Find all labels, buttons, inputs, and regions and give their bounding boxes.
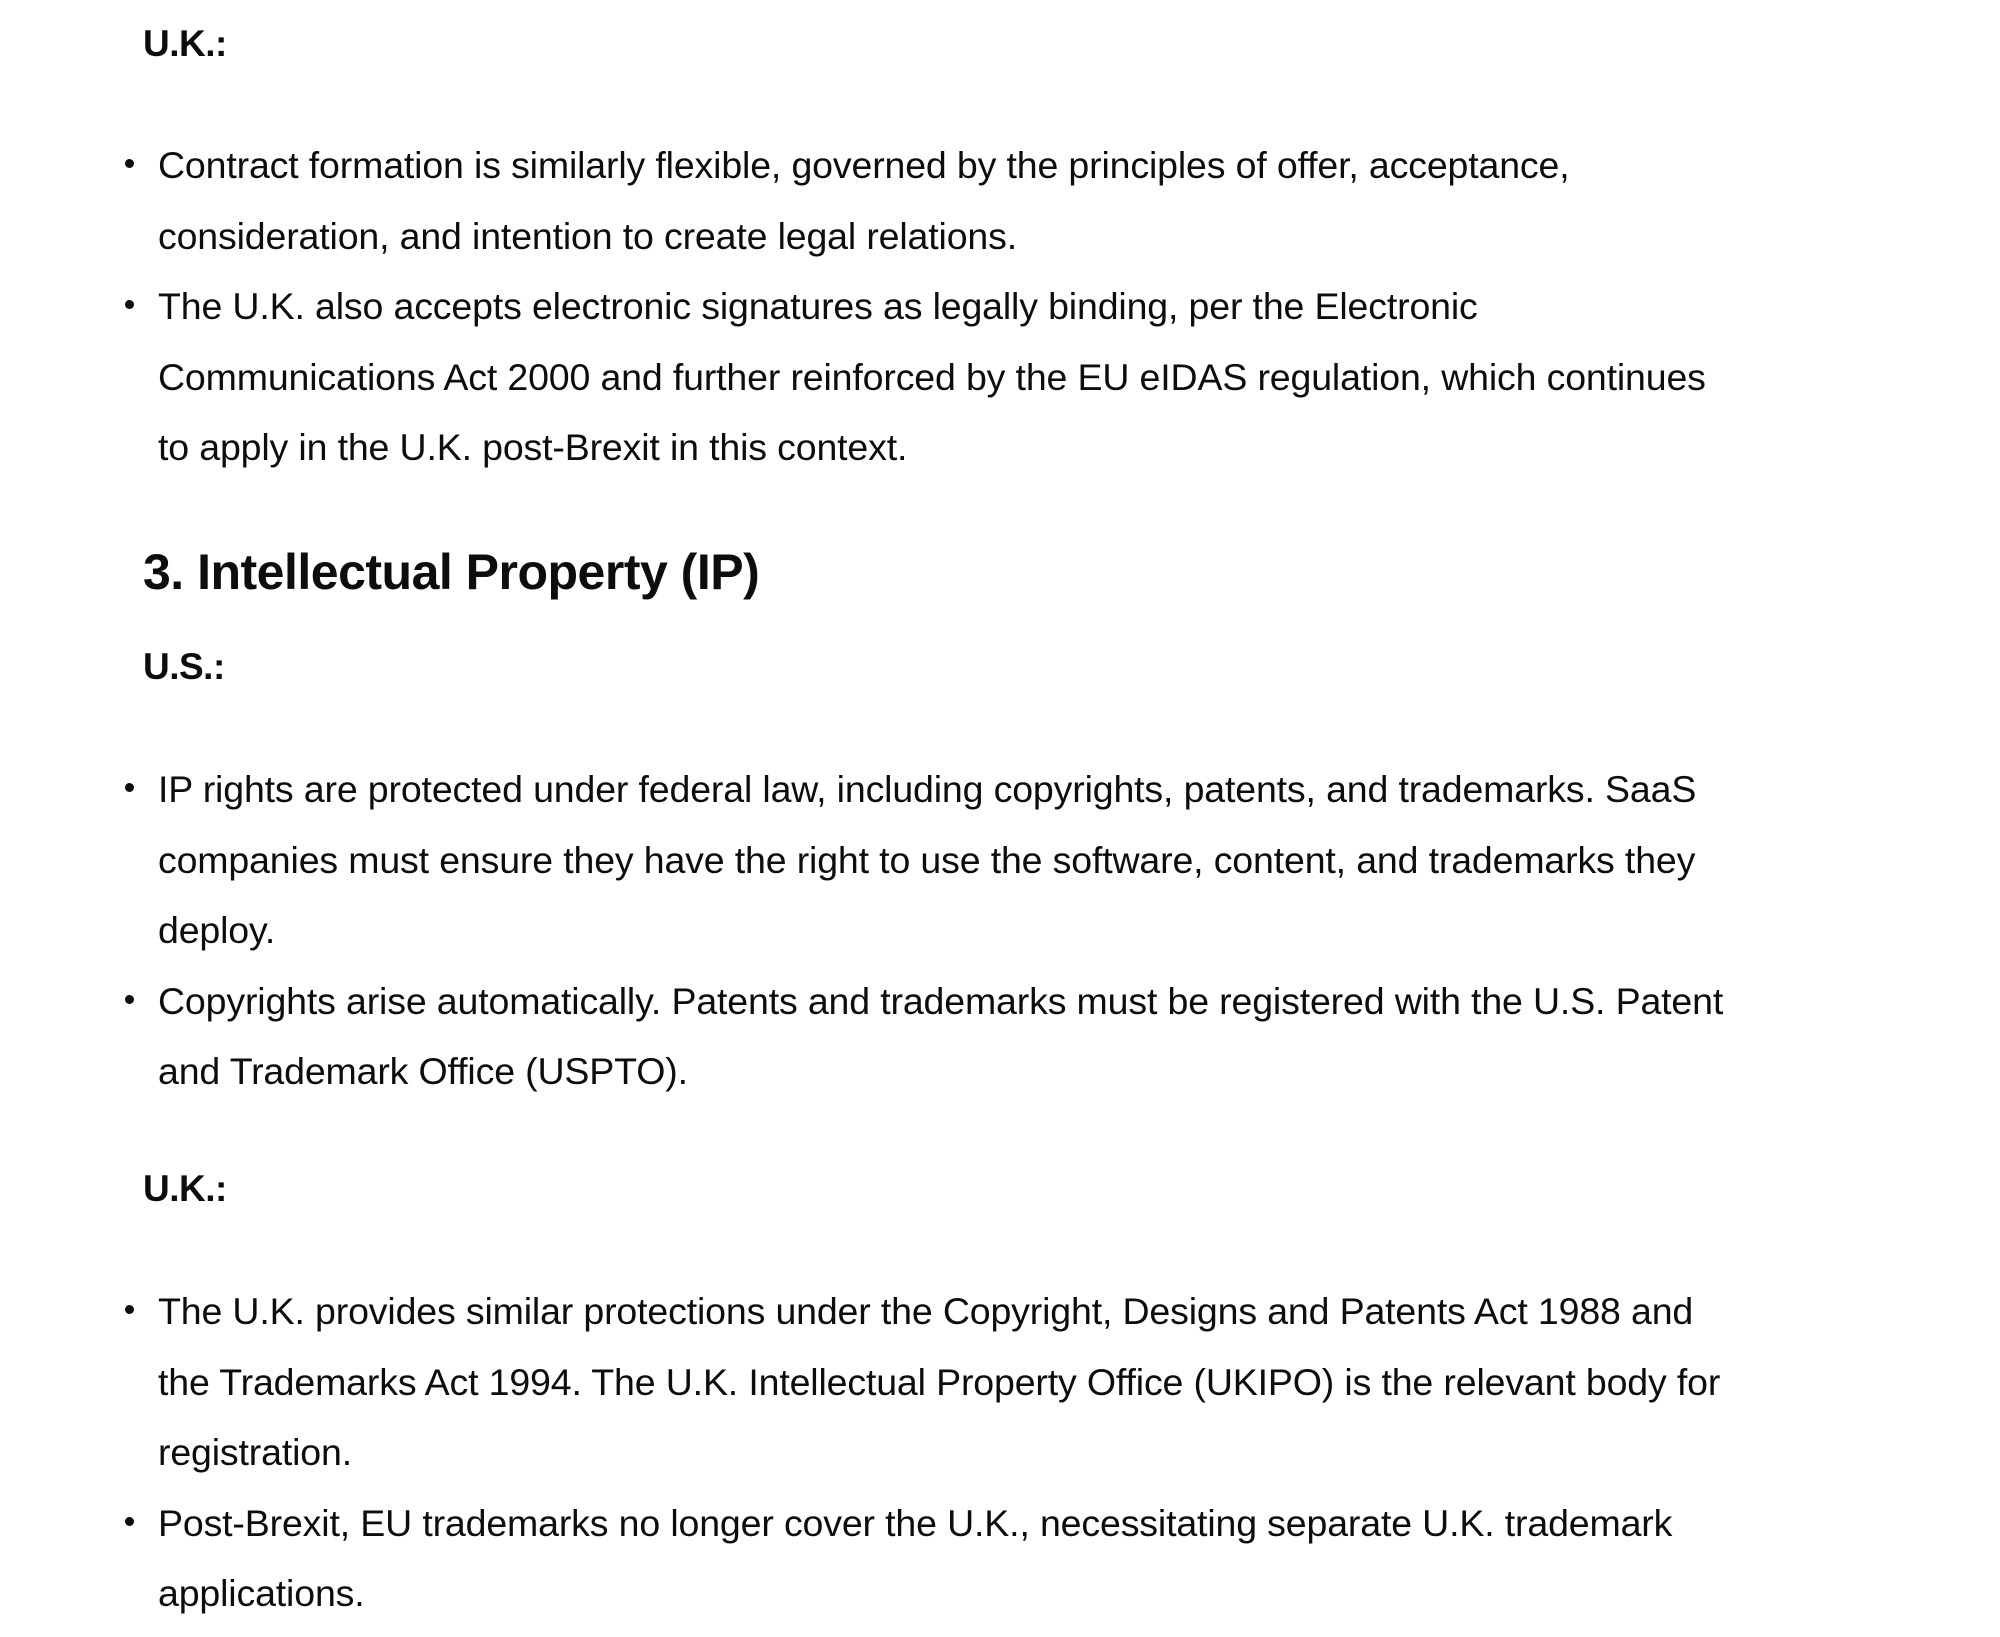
list-item-text: The U.K. also accepts electronic signatures as legally binding, per the Electronic Communications Act 2000 and further reinforced by the EU eIDAS regulation, which continues to apply in the U.K. post-Brexit in this context. xyxy=(158,285,1706,468)
us-ip-subheading: U.S.: xyxy=(143,646,225,687)
list-item xyxy=(0,271,1740,483)
bullet-icon xyxy=(125,1517,134,1526)
ip-section-heading: 3. Intellectual Property (IP) xyxy=(143,544,760,600)
bullet-icon xyxy=(125,1305,134,1314)
uk-ip-list xyxy=(0,1276,2000,1629)
list-item-text: Contract formation is similarly flexible, governed by the principles of offer, acceptance, consideration, and intention to create legal relations. xyxy=(158,144,1570,257)
bullet-icon xyxy=(125,995,134,1004)
list-item xyxy=(0,966,1740,1107)
uk-ip-subheading: U.K.: xyxy=(143,1168,227,1209)
list-item xyxy=(0,130,1740,271)
bullet-icon xyxy=(125,159,134,168)
list-item xyxy=(0,754,1740,966)
bullet-icon xyxy=(125,300,134,309)
list-item xyxy=(0,1276,1740,1488)
bullet-icon xyxy=(125,783,134,792)
us-ip-list xyxy=(0,754,2000,1107)
list-item xyxy=(0,1488,1740,1629)
list-item-text: The U.K. provides similar protections under the Copyright, Designs and Patents Act 1988 and the Trademarks Act 1994. The U.K. Intellectual Property Office (UKIPO) is the relevant body for registration. xyxy=(158,1290,1721,1473)
list-item-text: IP rights are protected under federal law, including copyrights, patents, and trademarks. SaaS companies must ensure they have the right to use the software, content, and trademarks they deploy. xyxy=(158,768,1697,951)
list-item-text: Copyrights arise automatically. Patents and trademarks must be registered with the U.S. Patent and Trademark Office (USPTO). xyxy=(158,979,1724,1092)
uk-contracts-subheading: U.K.: xyxy=(143,23,227,64)
list-item-text: Post-Brexit, EU trademarks no longer cover the U.K., necessitating separate U.K. trademark applications. xyxy=(158,1501,1673,1614)
uk-contracts-list xyxy=(0,130,2000,483)
